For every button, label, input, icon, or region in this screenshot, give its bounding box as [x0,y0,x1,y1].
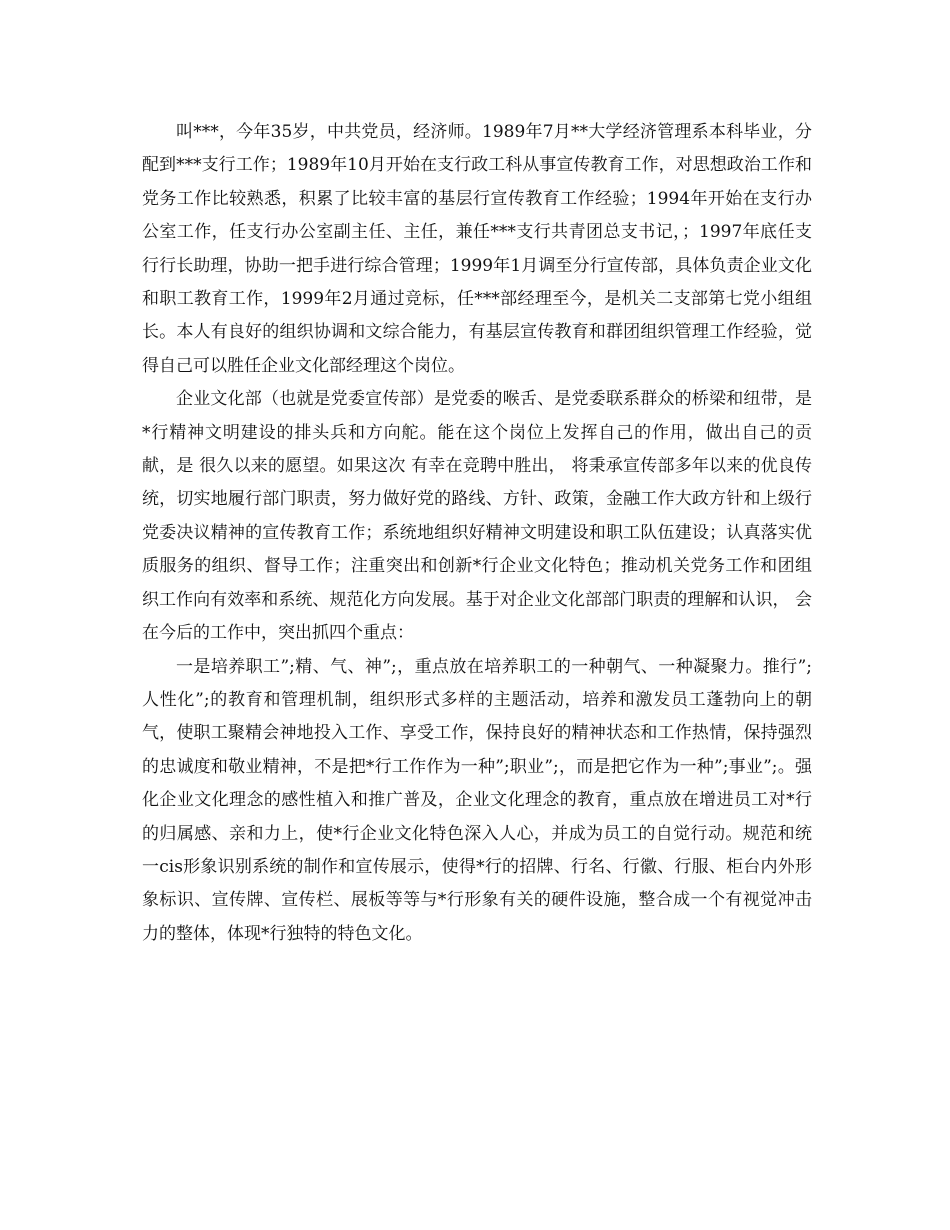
document-body [142,116,812,951]
paragraph-1: 叫***，今年35岁，中共党员，经济师。1989年7月**大学经济管理系本科毕业，分配到***支行工作；1989年10月开始在支行政工科从事宣传教育工作，对思想政治工作和党务工作比较熟悉，积累了比较丰富的基层行宣传教育工作经验；1994年开始在支行办公室工作，任支行办公室副主任、主任，兼任***支行共青团总支书记，；1997年底任支行行长助理，协助一把手进行综合管理；1999年1月调至分行宣传部，具体负责企业文化和职工教育工作，1999年2月通过竞标，任***部经理至今，是机关二支部第七党小组组长。本人有良好的组织协调和文综合能力，有基层宣传教育和群团组织管理工作经验，觉得自己可以胜任企业文化部经理这个岗位。 [142,122,812,376]
paragraph-2: 企业文化部（也就是党委宣传部）是党委的喉舌、是党委联系群众的桥梁和纽带，是*行精神文明建设的排头兵和方向舵。能在这个岗位上发挥自己的作用，做出自己的贡献，是 很久以来的愿望。如果这次 有幸在竞聘中胜出， 将秉承宣传部多年以来的优良传统，切实地履行部门职责，努力做好党的路线、方针、政策，金融工作大政方针和上级行党委决议精神的宣传教育工作；系统地组织好精神文明建设和职工队伍建设；认真落实优质服务的组织、督导工作；注重突出和创新*行企业文化特色；推动机关党务工作和团组织工作向有效率和系统、规范化方向发展。基于对企业文化部部门职责的理解和认识， 会在今后的工作中，突出抓四个重点： [142,389,812,644]
paragraph-3: 一是培养职工”;精、气、神”;，重点放在培养职工的一种朝气、一种凝聚力。推行”;人性化”;的教育和管理机制，组织形式多样的主题活动，培养和激发员工蓬勃向上的朝气，使职工聚精会神地投入工作、享受工作，保持良好的精神状态和工作热情，保持强烈的忠诚度和敬业精神，不是把*行工作作为一种”;职业”;，而是把它作为一种”;事业”;。强化企业文化理念的感性植入和推广普及，企业文化理念的教育，重点放在增进员工对*行的归属感、亲和力上，使*行企业文化特色深入人心，并成为员工的自觉行动。规范和统一cis形象识别系统的制作和宣传展示，使得*行的招牌、行名、行徽、行服、柜台内外形象标识、宣传牌、宣传栏、展板等等与*行形象有关的硬件设施，整合成一个有视觉冲击力的整体，体现*行独特的特色文化。 [142,656,812,944]
